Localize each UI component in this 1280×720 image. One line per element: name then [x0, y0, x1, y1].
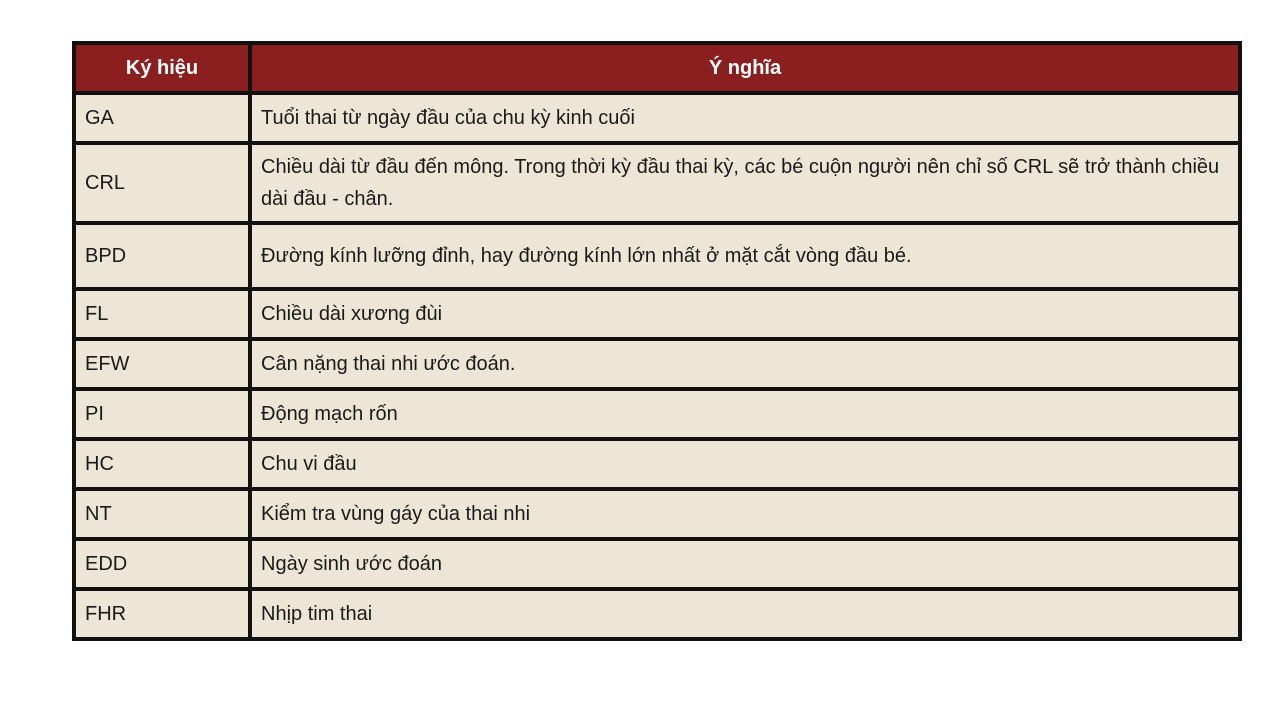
- cell-meaning: Ngày sinh ước đoán: [250, 539, 1240, 589]
- table-row: [74, 339, 1240, 389]
- cell-symbol: EFW: [74, 339, 250, 389]
- cell-meaning: Chu vi đầu: [250, 439, 1240, 489]
- abbreviation-table: [72, 41, 1242, 641]
- cell-symbol: EDD: [74, 539, 250, 589]
- table-row: [74, 289, 1240, 339]
- table-row: [74, 489, 1240, 539]
- abbreviation-table-container: [72, 41, 1238, 641]
- cell-symbol: FL: [74, 289, 250, 339]
- cell-symbol: HC: [74, 439, 250, 489]
- cell-meaning: Chiều dài từ đầu đến mông. Trong thời kỳ đầu thai kỳ, các bé cuộn người nên chỉ số CRL sẽ trở thành chiều dài đầu - chân.: [250, 143, 1240, 223]
- table-row: [74, 439, 1240, 489]
- table-row: [74, 589, 1240, 639]
- cell-meaning: Cân nặng thai nhi ước đoán.: [250, 339, 1240, 389]
- cell-meaning: Nhịp tim thai: [250, 589, 1240, 639]
- table-row: [74, 93, 1240, 143]
- table-row: [74, 223, 1240, 289]
- table-row: [74, 143, 1240, 223]
- cell-meaning: Tuổi thai từ ngày đầu của chu kỳ kinh cuối: [250, 93, 1240, 143]
- cell-symbol: FHR: [74, 589, 250, 639]
- table-header-row: [74, 43, 1240, 93]
- cell-meaning: Chiều dài xương đùi: [250, 289, 1240, 339]
- table-row: [74, 389, 1240, 439]
- header-meaning: Ý nghĩa: [250, 43, 1240, 93]
- table-row: [74, 539, 1240, 589]
- cell-meaning: Động mạch rốn: [250, 389, 1240, 439]
- cell-symbol: CRL: [74, 143, 250, 223]
- cell-symbol: GA: [74, 93, 250, 143]
- header-symbol: Ký hiệu: [74, 43, 250, 93]
- cell-meaning: Đường kính lưỡng đỉnh, hay đường kính lớn nhất ở mặt cắt vòng đầu bé.: [250, 223, 1240, 289]
- cell-symbol: NT: [74, 489, 250, 539]
- cell-symbol: PI: [74, 389, 250, 439]
- cell-symbol: BPD: [74, 223, 250, 289]
- cell-meaning: Kiểm tra vùng gáy của thai nhi: [250, 489, 1240, 539]
